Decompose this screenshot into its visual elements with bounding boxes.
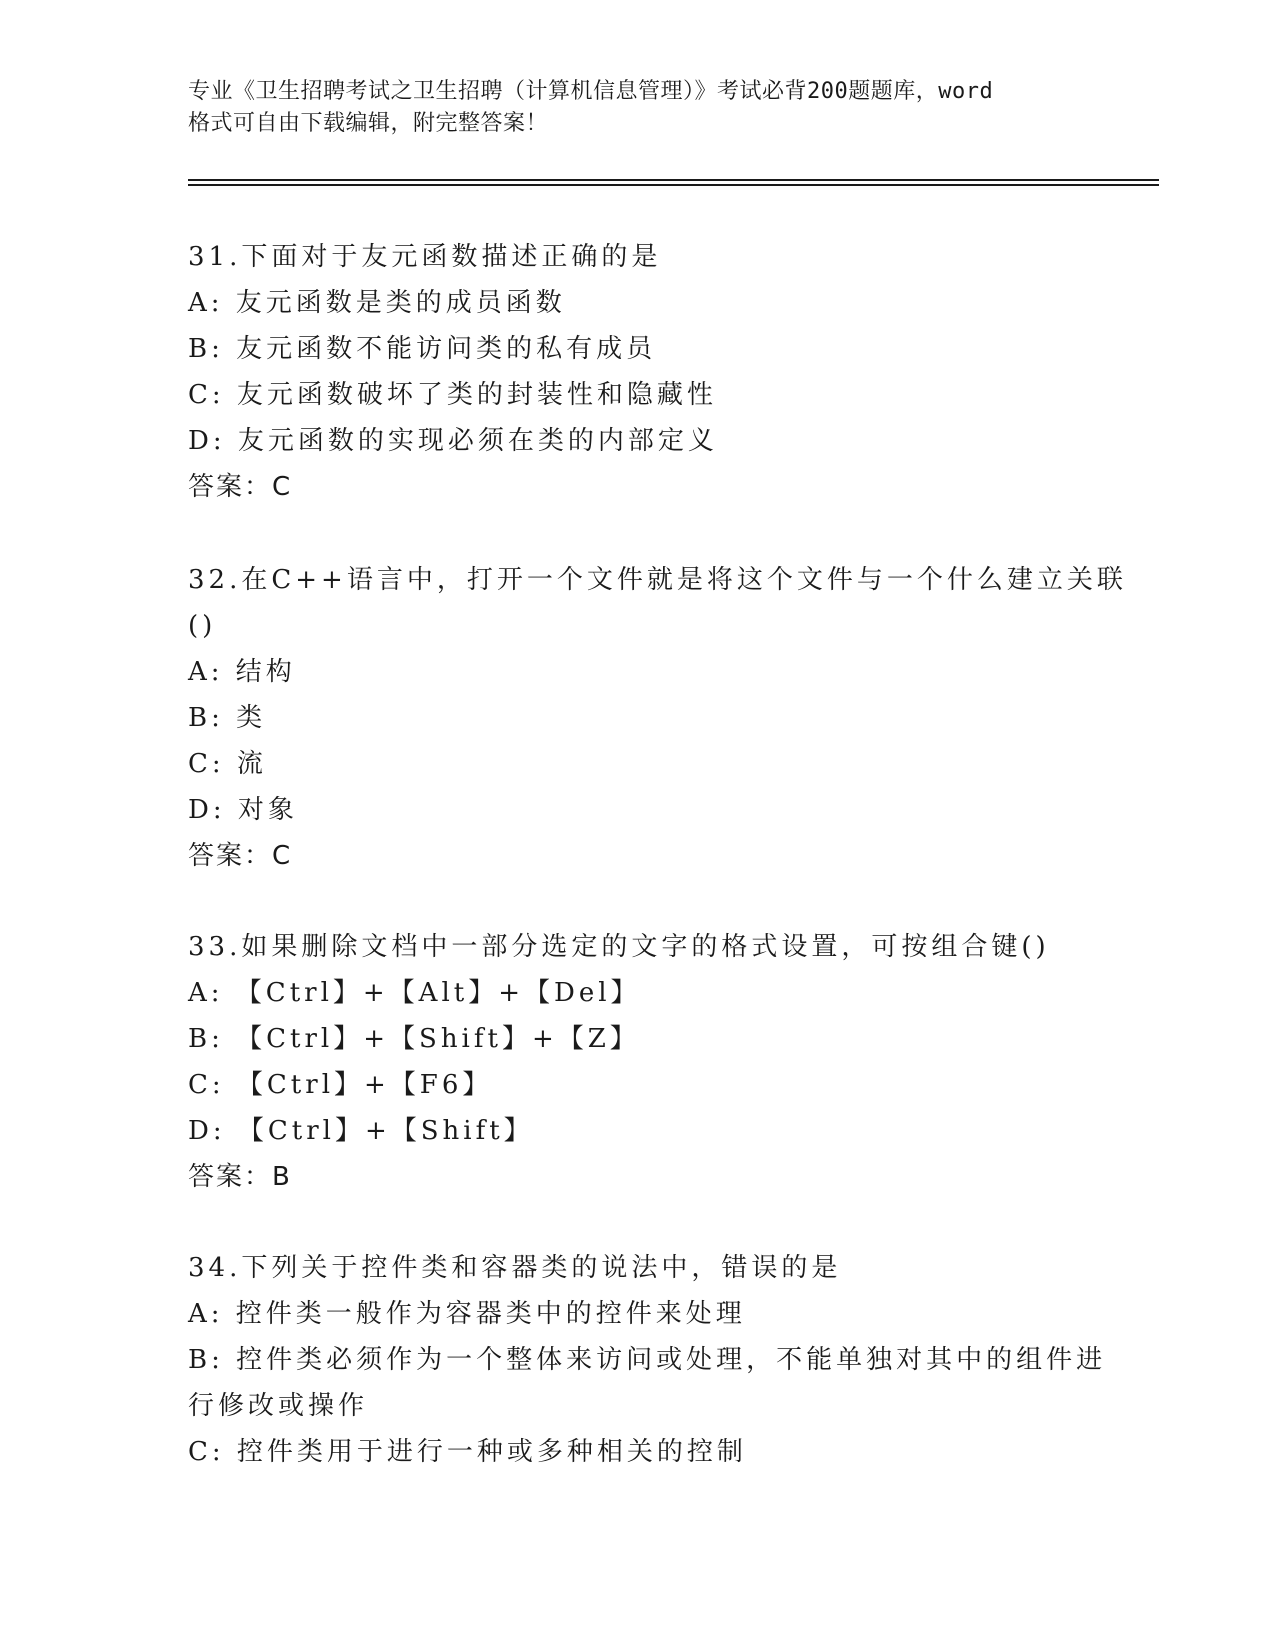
option-b: B: 控件类必须作为一个整体来访问或处理，不能单独对其中的组件进 [188, 1345, 1107, 1375]
question-stem: 34.下列关于控件类和容器类的说法中，错误的是 [188, 1253, 842, 1283]
question-34 [188, 1245, 1107, 1475]
option-a: A: 结构 [188, 657, 296, 687]
document-header [188, 76, 1088, 140]
header-line-1: 专业《卫生招聘考试之卫生招聘（计算机信息管理）》考试必背200题题库，word [188, 79, 994, 104]
question-31 [188, 234, 1088, 510]
header-divider-bottom [188, 184, 1159, 186]
option-c: C: 流 [188, 749, 267, 779]
answer: 答案：C [188, 472, 293, 502]
option-a: A: 控件类一般作为容器类中的控件来处理 [188, 1299, 746, 1329]
option-a: A: 友元函数是类的成员函数 [188, 288, 566, 318]
option-d: D: 友元函数的实现必须在类的内部定义 [188, 426, 718, 456]
option-a: A: 【Ctrl】+【Alt】+【Del】 [188, 978, 641, 1008]
option-b: B: 类 [188, 703, 267, 733]
question-stem: 31.下面对于友元函数描述正确的是 [188, 242, 662, 272]
option-c: C: 控件类用于进行一种或多种相关的控制 [188, 1437, 747, 1467]
option-d: D: 对象 [188, 795, 298, 825]
question-stem: 32.在C++语言中，打开一个文件就是将这个文件与一个什么建立关联 [188, 565, 1127, 595]
header-line-2: 格式可自由下载编辑，附完整答案！ [188, 111, 549, 136]
header-divider-top [188, 179, 1159, 181]
option-d: D: 【Ctrl】+【Shift】 [188, 1116, 534, 1146]
option-b: B: 友元函数不能访问类的私有成员 [188, 334, 657, 364]
option-b: B: 【Ctrl】+【Shift】+【Z】 [188, 1024, 640, 1054]
option-b-continued: 行修改或操作 [188, 1391, 369, 1421]
question-stem-continued: () [188, 611, 217, 641]
question-stem: 33.如果删除文档中一部分选定的文字的格式设置，可按组合键() [188, 932, 1050, 962]
question-33 [188, 924, 1088, 1200]
answer: 答案：C [188, 841, 293, 871]
option-c: C: 友元函数破坏了类的封装性和隐藏性 [188, 380, 717, 410]
option-c: C: 【Ctrl】+【F6】 [188, 1070, 493, 1100]
question-32 [188, 557, 1127, 879]
answer: 答案：B [188, 1162, 292, 1192]
